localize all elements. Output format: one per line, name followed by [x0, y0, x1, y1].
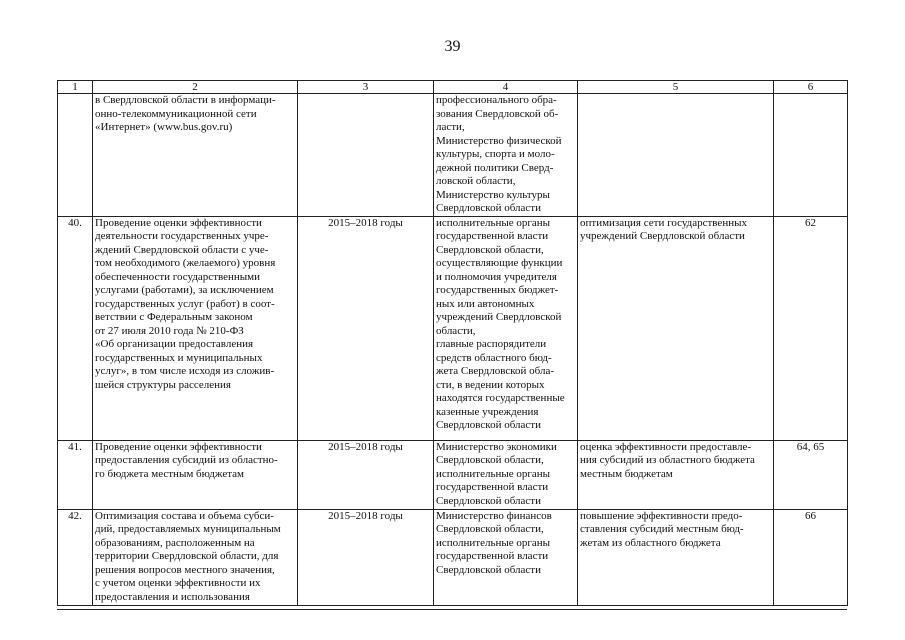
- executors-line: Министерство физической: [436, 134, 562, 147]
- refs-cell: 66: [774, 509, 848, 605]
- measure-line: образованиям, расположенным на: [95, 536, 255, 549]
- executors-line: Свердловской области: [436, 563, 541, 576]
- measure-line: с учетом оценки эффективности их: [95, 577, 261, 589]
- measure-line: деятельности государственных учре-: [95, 230, 269, 242]
- measure-line: том необходимого (желаемого) уровня: [95, 257, 276, 269]
- executors-line: дежной политики Сверд-: [436, 161, 554, 174]
- executors-line: осуществляющие функции: [436, 257, 563, 269]
- executors-line: государственной власти: [436, 550, 549, 562]
- executors-line: Свердловской области: [436, 494, 541, 507]
- executors-line: Свердловской области,: [436, 523, 544, 535]
- measure-line: услуг», в том числе исходя из сложив-: [95, 365, 275, 377]
- executors-line: ных или автономных: [436, 297, 535, 310]
- measure-line: ждений Свердловской области с уче-: [95, 243, 269, 256]
- result-line: оценка эффективности предоставле-: [580, 440, 752, 453]
- executors-line: зования Свердловской об-: [436, 107, 559, 120]
- executors-cell: [434, 216, 578, 440]
- executors-line: Министерство экономики: [436, 440, 557, 453]
- refs-cell: 64, 65: [774, 440, 848, 509]
- result-line: учреждений Свердловской области: [580, 230, 745, 242]
- result-cell: [578, 440, 774, 509]
- result-cell: [578, 216, 774, 440]
- bottom-rule: [57, 609, 847, 610]
- executors-line: Министерство культуры: [436, 188, 550, 201]
- executors-line: и полномочия учредителя: [436, 270, 557, 283]
- executors-line: главные распорядители: [436, 338, 547, 350]
- measure-line: дий, предоставляемых муниципальным: [95, 523, 281, 535]
- executors-line: ласти,: [436, 121, 465, 133]
- executors-line: государственной власти: [436, 481, 549, 493]
- result-cell: [578, 94, 774, 217]
- row-number: 42.: [58, 509, 93, 605]
- measure-line: Проведение оценки эффективности: [95, 216, 262, 229]
- measure-line: от 27 июля 2010 года № 210-ФЗ: [95, 324, 244, 337]
- header-col-1: 1: [58, 81, 93, 94]
- header-row: [58, 81, 848, 94]
- executors-cell: [434, 94, 578, 217]
- measure-line: обеспеченности государственными: [95, 270, 261, 283]
- executors-line: жета Свердловской обла-: [436, 365, 554, 377]
- executors-line: сти, в ведении которых: [436, 378, 545, 391]
- result-line: местным бюджетам: [580, 467, 673, 480]
- refs-cell: [774, 94, 848, 217]
- measure-cell: [93, 216, 298, 440]
- executors-line: государственных бюджет-: [436, 284, 559, 296]
- refs-cell: 62: [774, 216, 848, 440]
- header-col-3: 3: [298, 81, 434, 94]
- executors-line: области,: [436, 324, 476, 337]
- table-row: [58, 216, 848, 440]
- measure-line: Оптимизация состава и объема субси-: [95, 509, 274, 522]
- measures-table: [57, 80, 848, 606]
- measure-line: «Интернет» (www.bus.gov.ru): [95, 121, 233, 133]
- period-cell: 2015–2018 годы: [298, 440, 434, 509]
- header-col-2: 2: [93, 81, 298, 94]
- measure-line: предоставления и использования: [95, 590, 250, 603]
- measure-line: Проведение оценки эффективности: [95, 440, 262, 453]
- measure-line: «Об организации предоставления: [95, 338, 254, 350]
- executors-line: исполнительные органы: [436, 216, 551, 229]
- row-number: 40.: [58, 216, 93, 440]
- executors-line: ловской области,: [436, 175, 516, 187]
- executors-line: профессионального обра-: [436, 94, 557, 106]
- executors-cell: [434, 440, 578, 509]
- measure-line: предоставления субсидий из областно-: [95, 454, 278, 466]
- measure-cell: [93, 94, 298, 217]
- executors-cell: [434, 509, 578, 605]
- result-line: ставления субсидий местным бюд-: [580, 523, 744, 535]
- measure-line: шейся структуры расселения: [95, 378, 231, 391]
- period-cell: 2015–2018 годы: [298, 509, 434, 605]
- measure-line: государственных и муниципальных: [95, 351, 263, 364]
- executors-line: Министерство финансов: [436, 509, 552, 522]
- header-col-5: 5: [578, 81, 774, 94]
- header-col-4: 4: [434, 81, 578, 94]
- executors-line: Свердловской области,: [436, 243, 544, 256]
- result-line: повышение эффективности предо-: [580, 509, 743, 522]
- row-number: [58, 94, 93, 217]
- page-number: 39: [444, 38, 461, 55]
- period-cell: 2015–2018 годы: [298, 216, 434, 440]
- measure-cell: [93, 509, 298, 605]
- executors-line: Свердловской области: [436, 419, 541, 431]
- executors-line: средств областного бюд-: [436, 351, 552, 364]
- measure-line: в Свердловской области в информаци-: [95, 94, 276, 106]
- table-row: [58, 440, 848, 509]
- executors-line: исполнительные органы: [436, 536, 551, 549]
- result-line: жетам из областного бюджета: [580, 536, 721, 549]
- measure-line: решения вопросов местного значения,: [95, 563, 275, 576]
- table-row: [58, 509, 848, 605]
- result-line: оптимизация сети государственных: [580, 216, 747, 229]
- executors-line: Свердловской области: [436, 202, 541, 214]
- row-number: 41.: [58, 440, 93, 509]
- measure-line: го бюджета местным бюджетам: [95, 467, 245, 480]
- executors-line: учреждений Свердловской: [436, 311, 562, 323]
- header-col-6: 6: [774, 81, 848, 94]
- measure-line: онно-телекоммуникационной сети: [95, 107, 257, 120]
- result-line: ния субсидий из областного бюджета: [580, 454, 755, 466]
- period-cell: [298, 94, 434, 217]
- executors-line: государственной власти: [436, 230, 549, 242]
- measure-line: государственных услуг (работ) в соот-: [95, 297, 275, 310]
- executors-line: находятся государственные: [436, 392, 565, 404]
- table-row: [58, 94, 848, 217]
- measure-line: ветствии с Федеральным законом: [95, 311, 253, 323]
- result-cell: [578, 509, 774, 605]
- measure-line: территории Свердловской области, для: [95, 550, 279, 562]
- measure-line: услугами (работами), за исключением: [95, 284, 274, 296]
- executors-line: культуры, спорта и моло-: [436, 148, 555, 160]
- executors-line: казенные учреждения: [436, 405, 539, 418]
- measure-cell: [93, 440, 298, 509]
- executors-line: Свердловской области,: [436, 454, 544, 466]
- executors-line: исполнительные органы: [436, 467, 551, 480]
